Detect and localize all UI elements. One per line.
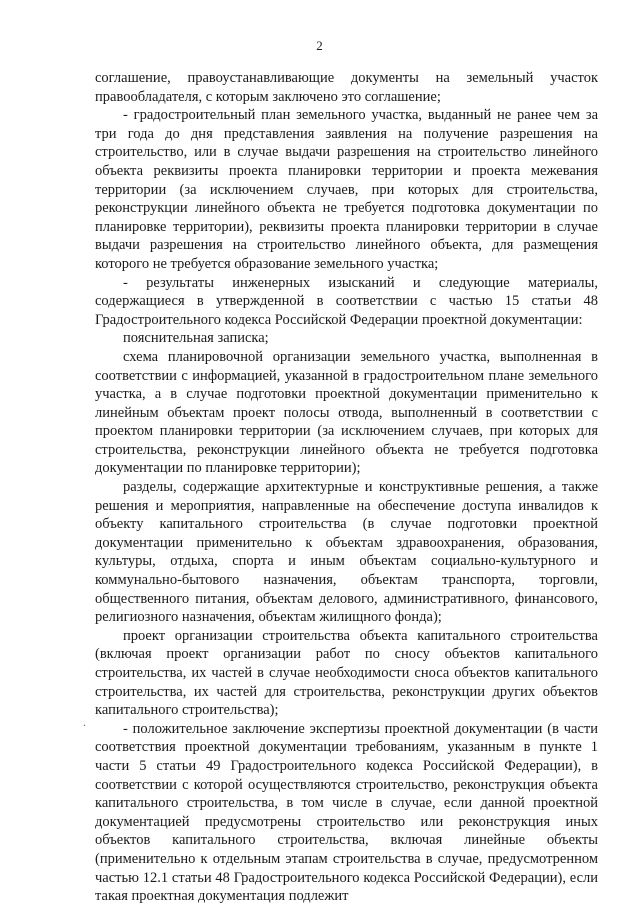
document-body <box>95 69 598 906</box>
paragraph-architectural-sections: разделы, содержащие архитектурные и конструктивные решения, а также решения и мероприятия, направленные на обеспечение доступа инвалидов к объекту капитального строительства (в случае подготовки проектной документации применительно к объектам здравоохранения, образования, культуры, отдыха, спорта и иным объектам социально-культурного и коммунально-бытового назначения, объектам транспорта, торговли, общественного питания, объектам делового, административного, финансового, религиозного назначения, объектам жилищного фонда); <box>95 479 598 626</box>
paragraph-town-planning-plan: - градостроительный план земельного участка, выданный не ранее чем за три года до дня представления заявления на получение разрешения на строительство, или в случае выдачи разрешения на строительство линейного объекта реквизиты проекта планировки территории и проекта межевания территории (за исключением случаев, при которых для строительства, реконструкции линейного объекта не требуется подготовка документации по планировке территории), реквизиты проекта планировки территории в случае выдачи разрешения на строительство линейного объекта, для размещения которого не требуется образование земельного участка; <box>95 107 598 272</box>
page-number: 2 <box>316 38 323 53</box>
paragraph-construction-organization: проект организации строительства объекта капитального строительства (включая проект организации работ по сносу объектов капитального строительства, их частей в случае необходимости сноса объектов капитального строительства, их частей для строительства, реконструкции других объектов капитального строительства); <box>95 627 598 719</box>
paragraph-expertise-conclusion: - положительное заключение экспертизы проектной документации (в части соответствия проектной документации требованиям, указанным в пункте 1 части 5 статьи 49 Градостроительного кодекса Российской Федерации), в соответствии с которой осуществляются строительство, реконструкция объекта капитального строительства, в том числе в случае, если данной проектной документацией предусмотрены строительство или реконструкция иных объектов капитального строительства, включая линейные объекты (применительно к отдельным этапам строительства в случае, предусмотренном частью 12.1 статьи 48 Градостроительного кодекса Российской Федерации), если такая проектная документация подлежит <box>95 720 598 905</box>
paragraph-agreement-continuation: соглашение, правоустанавливающие документы на земельный участок правообладателя, с которым заключено это соглашение; <box>95 70 598 105</box>
paragraph-site-planning-scheme: схема планировочной организации земельного участка, выполненная в соответствии с информацией, указанной в градостроительном плане земельного участка, а в случае подготовки проектной документации применительно к линейным объектам проект полосы отвода, выполненный в соответствии с проектом планировки территории (за исключением случаев, при которых для строительства, реконструкции линейного объекта не требуется подготовка документации по планировке территории); <box>95 348 598 477</box>
margin-mark: . <box>83 715 86 729</box>
paragraph-engineering-surveys: - результаты инженерных изысканий и следующие материалы, содержащиеся в утвержденной в соответствии с частью 15 статьи 48 Градостроительного кодекса Российской Федерации проектной документации: <box>95 274 598 328</box>
paragraph-explanatory-note: пояснительная записка; <box>123 330 269 347</box>
